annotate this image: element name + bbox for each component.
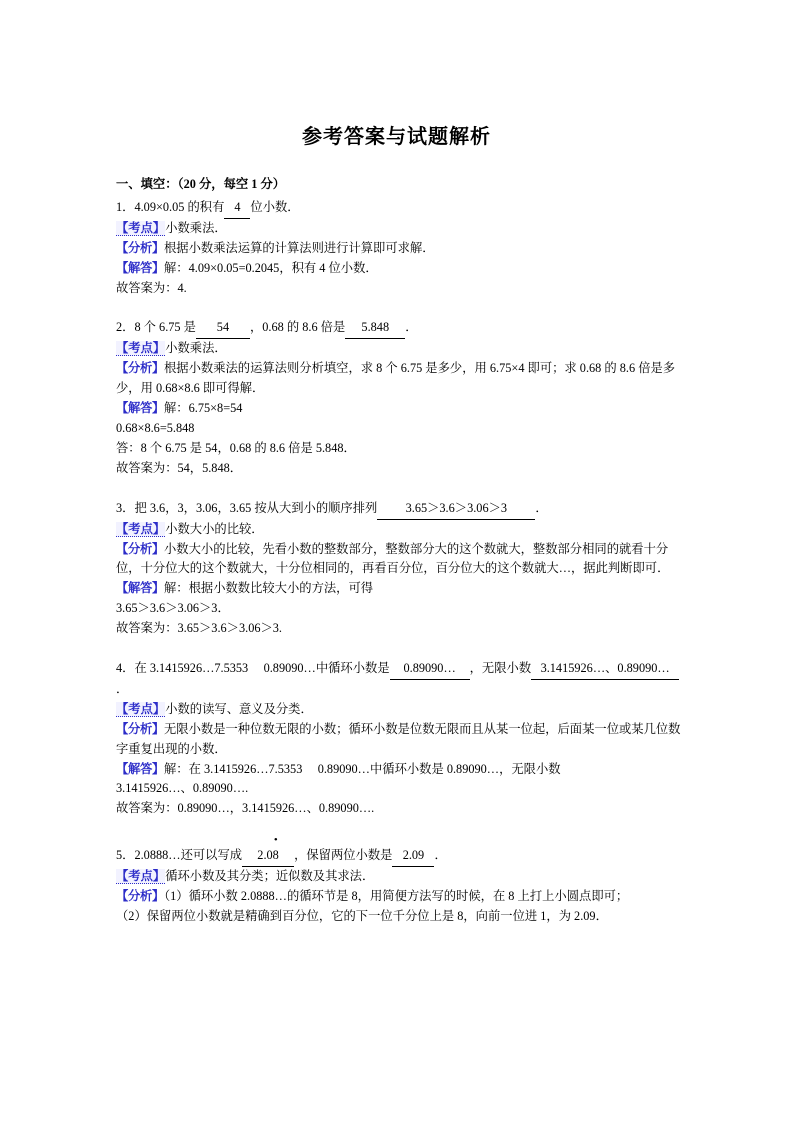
answer-blank-1: 4 [224,198,250,219]
fenxi-tag-2: 【分析】 [116,361,164,376]
question-number-2: 2． [116,320,135,335]
jieda-text-2: 解：6.75×8=54 [164,401,243,416]
question-stem-3 [116,499,686,520]
kaodian-tag-2: 【考点】 [116,341,166,356]
answer-line-3: 故答案为：3.65＞3.6＞3.06＞3. [116,621,283,636]
answer-blank-5a: 2.08 • [242,846,294,867]
jieda-line-3 [116,579,686,599]
question-stem-5 [116,846,686,867]
question-text-1b: 位小数． [250,199,300,214]
fenxi-tag-1: 【分析】 [116,240,164,255]
jieda-text-3: 解：根据小数数比较大小的方法，可得 [164,581,374,596]
fenxi-text-4: 无限小数是一种位数无限的小数；循环小数是位数无限而且从某一位起，后面某一位或某几位数字重复出现的小数． [116,721,681,756]
answer-line-2: 故答案为：54，5.848． [116,460,243,475]
question-block-4 [116,659,686,819]
fenxi-text-1: 根据小数乘法运算的计算法则进行计算即可求解． [164,240,435,255]
answer-blank-2b: 5.848 [345,318,405,339]
kaodian-line-5 [116,867,686,887]
fenxi-line-1 [116,239,686,259]
kaodian-text-5: 循环小数及其分类；近似数及其求法． [165,869,375,884]
answer-blank-3: 3.65＞3.6＞3.06＞3 [377,499,535,520]
fenxi-tag-4: 【分析】 [116,721,164,736]
question-text-5c: ． [434,848,447,863]
kaodian-text-4: 小数的读写、意义及分类． [165,701,313,716]
jieda-line-1 [116,259,686,279]
question-number-4: 4． [116,661,135,676]
kaodian-text-2: 小数乘法． [165,341,227,356]
jieda-tag-4: 【解答】 [116,761,164,776]
question-stem-1 [116,198,686,219]
question-text-2b: ，0.68 的 8.6 倍是 [249,320,346,335]
kaodian-line-2 [116,339,686,359]
repeating-decimal-dot: 8 • [273,846,279,866]
jieda-text-4: 解：在 3.1415926…7.5353 0.89090…中循环小数是 0.89090…，无限小数 [164,761,561,776]
kaodian-text-1: 小数乘法． [165,220,227,235]
question-block-5 [116,846,686,927]
fenxi-line-5 [116,887,686,907]
jieda-line-3b: 3.65＞3.6＞3.06＞3． [116,601,230,616]
answer-blank-5b: 2.09 [392,846,434,867]
question-number-1: 1． [116,199,135,214]
question-stem-2 [116,318,686,339]
kaodian-line-1 [116,219,686,239]
kaodian-tag-4: 【考点】 [116,701,166,716]
fenxi-line-4 [116,720,686,760]
question-number-5: 5． [116,848,135,863]
question-text-3a: 把 3.6，3，3.06，3.65 按从大到小的顺序排列 [134,500,378,515]
question-text-2a: 8 个 6.75 是 [134,320,196,335]
question-text-4b: ，无限小数 [469,661,532,676]
question-block-2 [116,318,686,478]
fenxi-line-3 [116,540,686,580]
jieda-tag-3: 【解答】 [116,581,164,596]
answer-blank-4a: 0.89090… [390,659,470,680]
jieda-tag-2: 【解答】 [116,401,164,416]
question-text-1a: 4.09×0.05 的积有 [134,199,225,214]
question-block-3 [116,499,686,639]
jieda-line-2b: 0.68×8.6=5.848 [116,420,195,435]
fenxi-text-3: 小数大小的比较，先看小数的整数部分，整数部分大的这个数就大，整数部分相同的就看十分位，十分位大的这个数就大，十分位相同的，再看百分位，百分位大的这个数就大…，据此判断即可． [116,541,670,576]
kaodian-text-3: 小数大小的比较． [165,521,264,536]
fenxi-line-5b: （2）保留两位小数就是精确到百分位，它的下一位千分位上是 8，向前一位进 1，为 2.09． [116,909,608,923]
question-text-4c: ． [116,681,129,696]
jieda-line-2c: 答：8 个 6.75 是 54，0.68 的 8.6 倍是 5.848． [116,440,356,455]
question-text-5a: 2.0888…还可以写成 [134,848,243,863]
document-body [116,175,686,940]
kaodian-line-3 [116,520,686,540]
jieda-line-4b: 3.1415926…、0.89090…. [116,781,249,796]
answer-line-1: 故答案为：4. [116,280,187,295]
page-title: 参考答案与试题解析 [302,126,491,148]
question-text-5b: ，保留两位小数是 [294,848,393,863]
question-text-3b: ． [535,500,548,515]
fenxi-tag-5: 【分析】 [116,889,164,904]
jieda-line-4 [116,760,686,780]
question-number-3: 3． [116,500,135,515]
question-block-1 [116,198,686,299]
jieda-tag-1: 【解答】 [116,260,164,275]
answer-blank-2a: 54 [196,318,250,339]
answer-blank-4b: 3.1415926…、0.89090… [531,659,679,680]
jieda-line-2 [116,399,686,419]
kaodian-line-4 [116,700,686,720]
question-text-2c: ． [405,320,418,335]
fenxi-tag-3: 【分析】 [116,541,164,556]
jieda-text-1: 解：4.09×0.05=0.2045，积有 4 位小数． [164,260,378,275]
kaodian-tag-3: 【考点】 [116,521,166,536]
question-text-4a: 在 3.1415926…7.5353 0.89090…中循环小数是 [134,661,390,676]
fenxi-text-5: （1）循环小数 2.0888…的循环节是 8，用简便方法写的时候，在 8 上打上小圆点即可； [164,889,629,904]
question-stem-4 [116,659,686,700]
kaodian-tag-5: 【考点】 [116,869,166,884]
fenxi-line-2 [116,359,686,399]
kaodian-tag-1: 【考点】 [116,220,166,235]
answer-line-4: 故答案为：0.89090…，3.1415926…、0.89090…. [116,801,375,816]
fenxi-text-2: 根据小数乘法的运算法则分析填空，求 8 个 6.75 是多少，用 6.75×4 即可；求 0.68 的 8.6 倍是多少，用 0.68×8.6 即可得解． [116,361,676,396]
section-heading: 一、填空：（20 分，每空 1 分） [116,177,286,191]
